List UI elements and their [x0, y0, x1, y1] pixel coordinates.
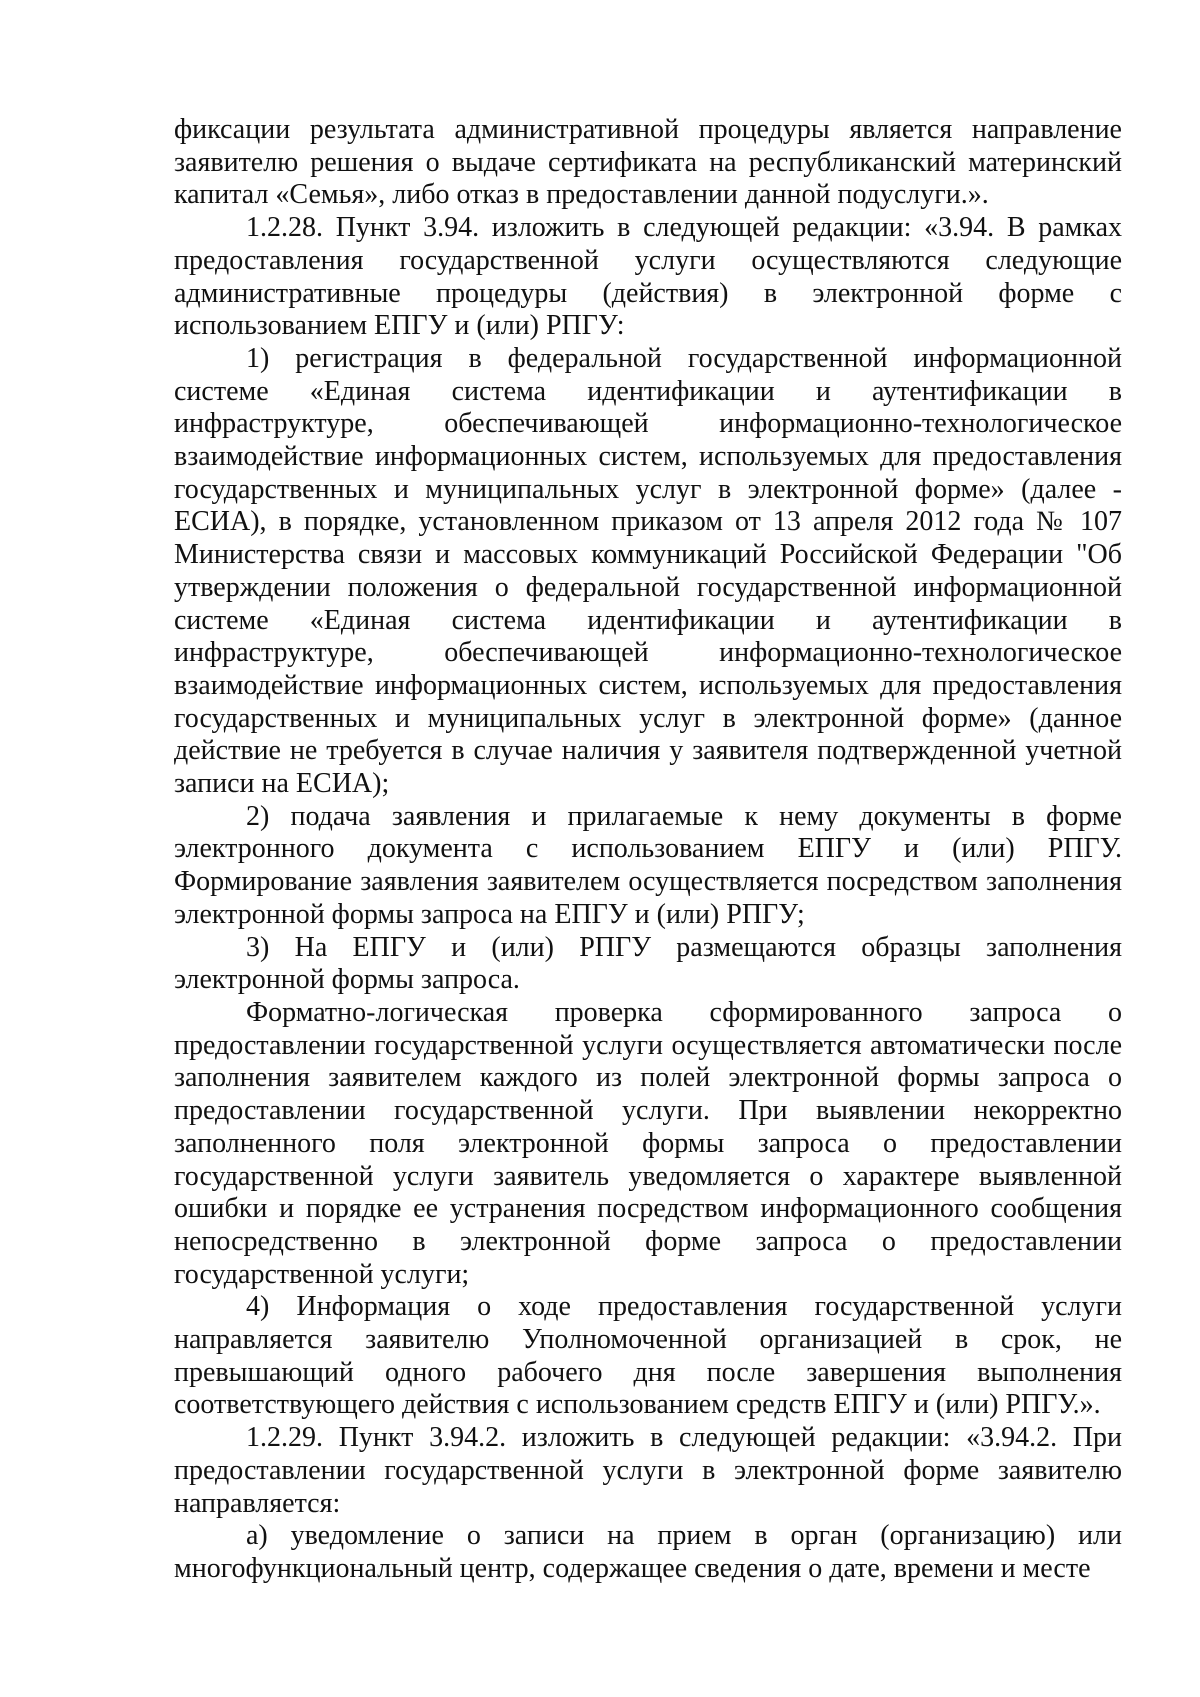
paragraph-item-2: 2) подача заявления и прилагаемые к нему документы в форме электронного документа с использованием ЕПГУ и (или) РПГУ. Формирование заявления заявителем осуществляется посредством заполнения электронной формы запроса на ЕПГУ и (или) РПГУ; — [174, 800, 1122, 930]
paragraph-1-2-28: 1.2.28. Пункт 3.94. изложить в следующей редакции: «3.94. В рамках предоставления государственной услуги осуществляются следующие административные процедуры (действия) в электронной форме с использованием ЕПГУ и (или) РПГУ: — [174, 212, 1122, 342]
paragraph-item-a: а) уведомление о записи на прием в орган (организацию) или многофункциональный центр, содержащее сведения о дате, времени и месте — [174, 1520, 1122, 1584]
paragraph-format-check: Форматно-логическая проверка сформированного запроса о предоставлении государственной услуги осуществляется автоматически после заполнения заявителем каждого из полей электронной формы запроса о предоставлении государственной услуги. При выявлении некорректно заполненного поля электронной формы запроса о предоставлении государственной услуги заявитель уведомляется о характере выявленной ошибки и порядке ее устранения посредством информационного сообщения непосредственно в электронной форме запроса о предоставлении государственной услуги; — [174, 996, 1122, 1290]
paragraph-1-2-29: 1.2.29. Пункт 3.94.2. изложить в следующей редакции: «3.94.2. При предоставлении государственной услуги в электронной форме заявителю направляется: — [174, 1422, 1122, 1519]
paragraph-item-1: 1) регистрация в федеральной государственной информационной системе «Единая система идентификации и аутентификации в инфраструктуре, обеспечивающей информационно-технологическое взаимодействие информационных систем, используемых для предоставления государственных и муниципальных услуг в электронной форме» (далее - ЕСИА), в порядке, установленном приказом от 13 апреля 2012 года № 107 Министерства связи и массовых коммуникаций Российской Федерации "Об утверждении положения о федеральной государственной информационной системе «Единая система идентификации и аутентификации в инфраструктуре, обеспечивающей информационно-технологическое взаимодействие информационных систем, используемых для предоставления государственных и муниципальных услуг в электронной форме» (данное действие не требуется в случае наличия у заявителя подтвержденной учетной записи на ЕСИА); — [174, 342, 1122, 800]
paragraph-item-3: 3) На ЕПГУ и (или) РПГУ размещаются образцы заполнения электронной формы запроса. — [174, 931, 1122, 996]
paragraph-continuation: фиксации результата административной процедуры является направление заявителю решения о выдаче сертификата на республиканский материнский капитал «Семья», либо отказ в предоставлении данной подуслуги.». — [174, 114, 1122, 211]
document-page — [174, 114, 1122, 1586]
paragraph-item-4: 4) Информация о ходе предоставления государственной услуги направляется заявителю Уполномоченной организацией в срок, не превышающий одного рабочего дня после завершения выполнения соответствующего действия с использованием средств ЕПГУ и (или) РПГУ.». — [174, 1291, 1122, 1421]
